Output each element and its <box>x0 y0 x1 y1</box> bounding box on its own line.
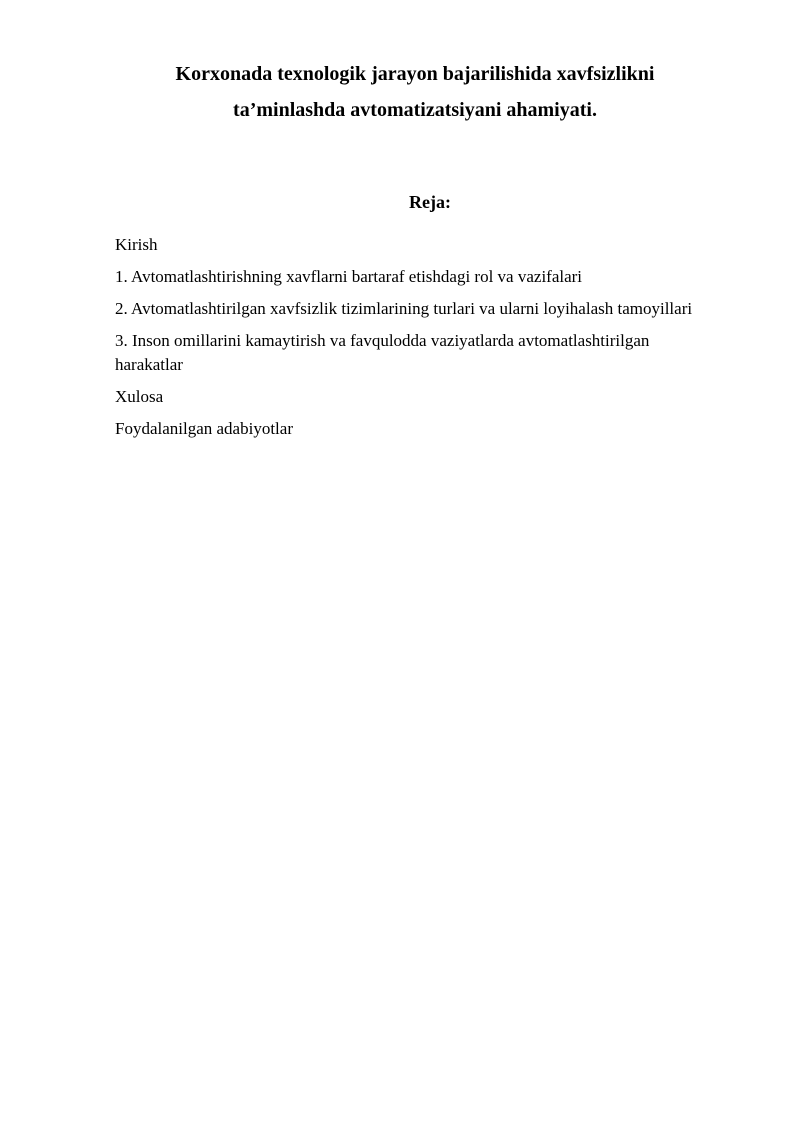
title-line-1: Korxonada texnologik jarayon bajarilishida xavfsizlikni <box>175 63 655 85</box>
title-line-2: ta’minlashda avtomatizatsiyani ahamiyati. <box>233 99 597 121</box>
plan-heading: Reja: <box>409 192 451 212</box>
plan-item-introduction: Kirish <box>115 235 158 254</box>
plan-item-references: Foydalanilgan adabiyotlar <box>115 419 293 438</box>
document-title <box>115 56 715 128</box>
plan-item-3: 3. Inson omillarini kamaytirish va favqulodda vaziyatlarda avtomatlashtirilgan harakatlar <box>115 331 650 374</box>
plan-item-conclusion: Xulosa <box>115 387 164 406</box>
plan-item-2: 2. Avtomatlashtirilgan xavfsizlik tizimlarining turlari va ularni loyihalash tamoyillari <box>115 299 693 318</box>
plan-item-1: 1. Avtomatlashtirishning xavflarni bartaraf etishdagi rol va vazifalari <box>115 267 583 286</box>
plan-list <box>115 233 715 449</box>
